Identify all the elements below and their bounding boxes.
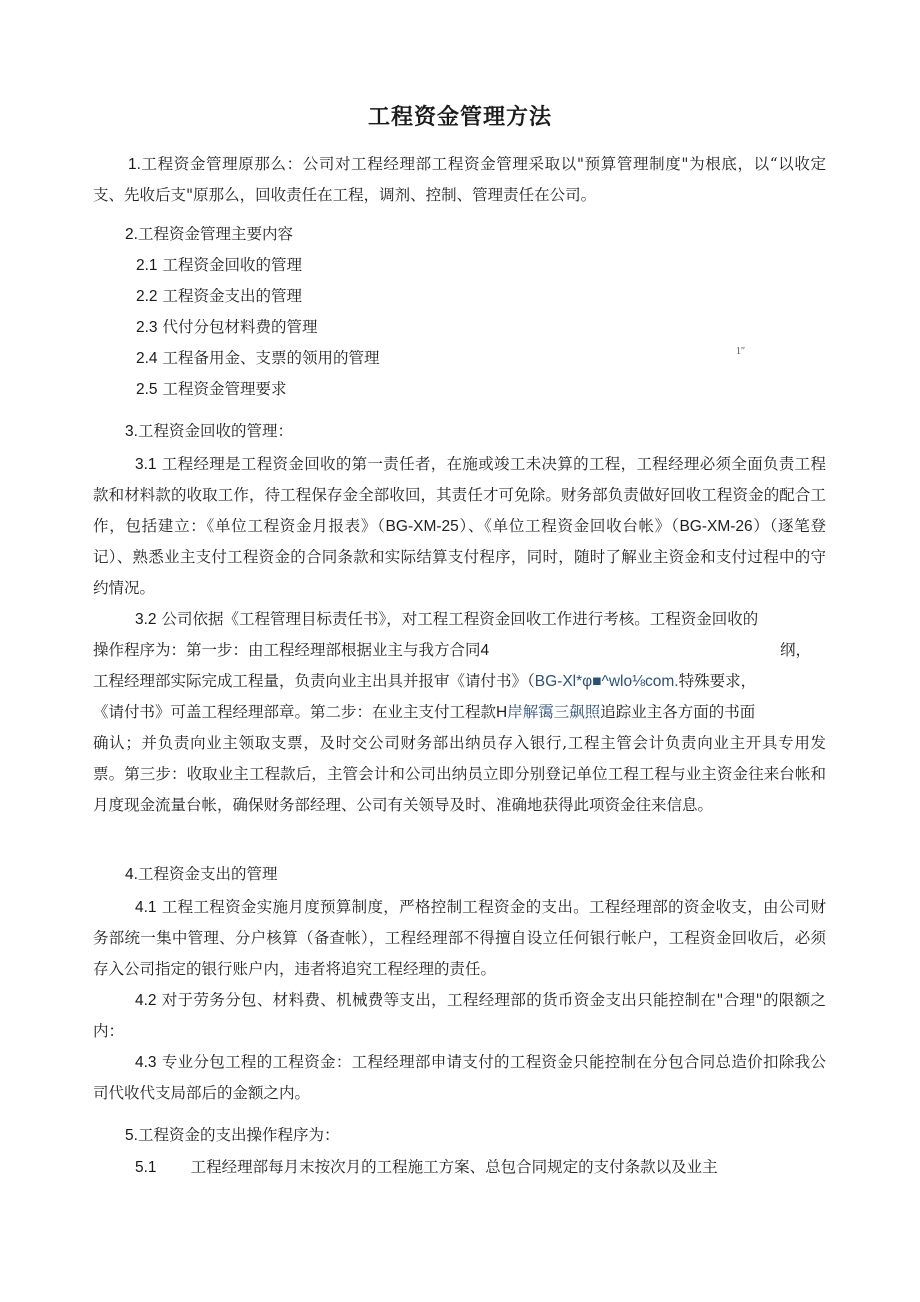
section-1-paragraph — [93, 149, 826, 211]
section-3-heading-text: 工程资金回收的管理： — [137, 422, 293, 440]
list-item-number: 2.5 — [136, 381, 158, 398]
paragraph-text: 工程经理部实际完成工程量，负责向业主出具并报审《请付书》（ — [93, 672, 535, 690]
section-1-number: 1. — [128, 156, 141, 173]
page-title: 工程资金管理方法 — [367, 105, 552, 130]
paragraph-text: 对于劳务分包、材料费、机械费等支出，工程经理部的货币资金支出只能控制在"合理"的限额之内： — [93, 991, 826, 1040]
paragraph-3-1 — [93, 449, 826, 604]
list-item-number: 2.4 — [136, 350, 158, 367]
list-item-number: 2.3 — [136, 319, 158, 336]
paragraph-text: 专业分包工程的工程资金：工程经理部申请支付的工程资金只能控制在分包合同总造价扣除我公司代收代支局部后的金额之内。 — [93, 1053, 826, 1102]
paragraph-text: 特殊要求， — [678, 672, 757, 690]
paragraph-3-2-line-4 — [93, 700, 755, 725]
section-4-heading-text: 工程资金支出的管理 — [137, 865, 278, 883]
list-item-text: 代付分包材料费的管理 — [162, 318, 318, 336]
paragraph-3-2-line-3 — [93, 669, 756, 694]
list-item-text: 工程资金支出的管理 — [162, 287, 303, 305]
garbled-text: 岸解霭三飙照 — [507, 703, 601, 721]
section-4-number: 4. — [125, 866, 138, 883]
section-5-heading-text: 工程资金的支出操作程序为： — [137, 1126, 340, 1144]
paragraph-number: 4.1 — [135, 899, 157, 916]
paragraph-text: 操作程序为：第一步：由工程经理部根据业主与我方合同 — [93, 641, 481, 659]
paragraph-number: 3.1 — [135, 456, 157, 473]
form-code: BG-XM-25 — [385, 518, 459, 535]
paragraph-3-2-rest: 确认；并负责向业主领取支票，及时交公司财务部出纳员存入银行,工程主管会计负责向业主开具专用发票。第三步：收取业主工程款后，主管会计和公司出纳员立即分别登记单位工程工程与业主资金往来台帐和月度现金流量台帐，确保财务部经理、公司有关领导及时、准确地获得此项资金往来信息。 — [93, 734, 826, 814]
list-item-text: 工程资金管理要求 — [162, 380, 287, 398]
paragraph-number: 5.1 — [135, 1159, 157, 1176]
paragraph-4-1 — [93, 892, 826, 985]
list-item-2-3 — [136, 315, 318, 340]
inline-number: 4 — [480, 642, 490, 659]
form-code: BG-XM-26 — [679, 518, 753, 535]
paragraph-3-2-line-2 — [93, 638, 489, 663]
section-3-number: 3. — [125, 423, 138, 440]
list-item-2-1 — [136, 253, 302, 278]
margin-mark: 1″ — [736, 346, 746, 357]
list-item-2-5 — [136, 377, 287, 402]
list-item-text: 工程备用金、支票的领用的管理 — [162, 349, 380, 367]
section-2-heading-text: 工程资金管理主要内容 — [137, 225, 293, 243]
paragraph-number: 4.3 — [135, 1054, 157, 1071]
list-item-text: 工程资金回收的管理 — [162, 256, 303, 274]
paragraph-text: ）（逐笔登记）、熟悉业主支付工程资金的合同条款和实际结算支付程序，同时，随时了解业主资金和支付过程中的守约情况。 — [93, 517, 826, 597]
list-item-number: 2.2 — [136, 288, 158, 305]
paragraph-4-3 — [93, 1047, 826, 1109]
section-1-text: 工程资金管理原那么：公司对工程经理部工程资金管理采取以"预算管理制度"为根底，以“以收定支、先收后支"原那么，回收责任在工程，调剂、控制、管理责任在公司。 — [93, 155, 826, 204]
paragraph-text: 公司依据《工程管理目标责任书》，对工程工程资金回收工作进行考核。工程资金回收的 — [161, 610, 759, 628]
list-item-2-2 — [136, 284, 302, 309]
paragraph-text: 工程经理是工程资金回收的第一责任者，在施或竣工未决算的工程，工程经理必须全面负责工程款和材料款的收取工作，待工程保存金全部收回，其责任才可免除。财务部负责做好回收工程资金的配合工作，包括建立：《单位工程资金月报表》（ — [93, 455, 826, 535]
list-item-number: 2.1 — [136, 257, 158, 274]
paragraph-4-2 — [93, 985, 826, 1047]
section-2-number: 2. — [125, 226, 138, 243]
paragraph-3-2-line-2-end: 纲， — [780, 641, 812, 659]
section-2-heading — [125, 222, 293, 247]
paragraph-number: 3.2 — [135, 611, 157, 628]
paragraph-text: 工程工程资金实施月度预算制度，严格控制工程资金的支出。工程经理部的资金收支，由公司财务部统一集中管理、分户核算（备查帐），工程经理部不得擅自设立任何银行帐户，工程资金回收后，必须存入公司指定的银行账户内，违者将追究工程经理的责任。 — [93, 898, 826, 978]
paragraph-text: 工程经理部每月末按次月的工程施工方案、总包合同规定的支付条款以及业主 — [190, 1158, 718, 1176]
paragraph-5-1 — [135, 1155, 718, 1180]
section-5-number: 5. — [125, 1127, 138, 1144]
paragraph-text: 追踪业主各方面的书面 — [600, 703, 756, 721]
section-3-heading — [125, 419, 293, 444]
garbled-code: BG-Xl*φ■^wlo⅛com. — [534, 673, 679, 690]
section-4-heading — [125, 862, 277, 887]
paragraph-text: ）、《单位工程资金回收台帐》（ — [458, 517, 680, 535]
list-item-2-4 — [136, 346, 380, 371]
paragraph-number: 4.2 — [135, 992, 157, 1009]
paragraph-3-2-line-1 — [135, 607, 758, 632]
inline-letter: H — [496, 704, 508, 721]
section-5-heading — [125, 1123, 339, 1148]
paragraph-text: 《请付书》可盖工程经理部章。第二步：在业主支付工程款 — [93, 703, 497, 721]
